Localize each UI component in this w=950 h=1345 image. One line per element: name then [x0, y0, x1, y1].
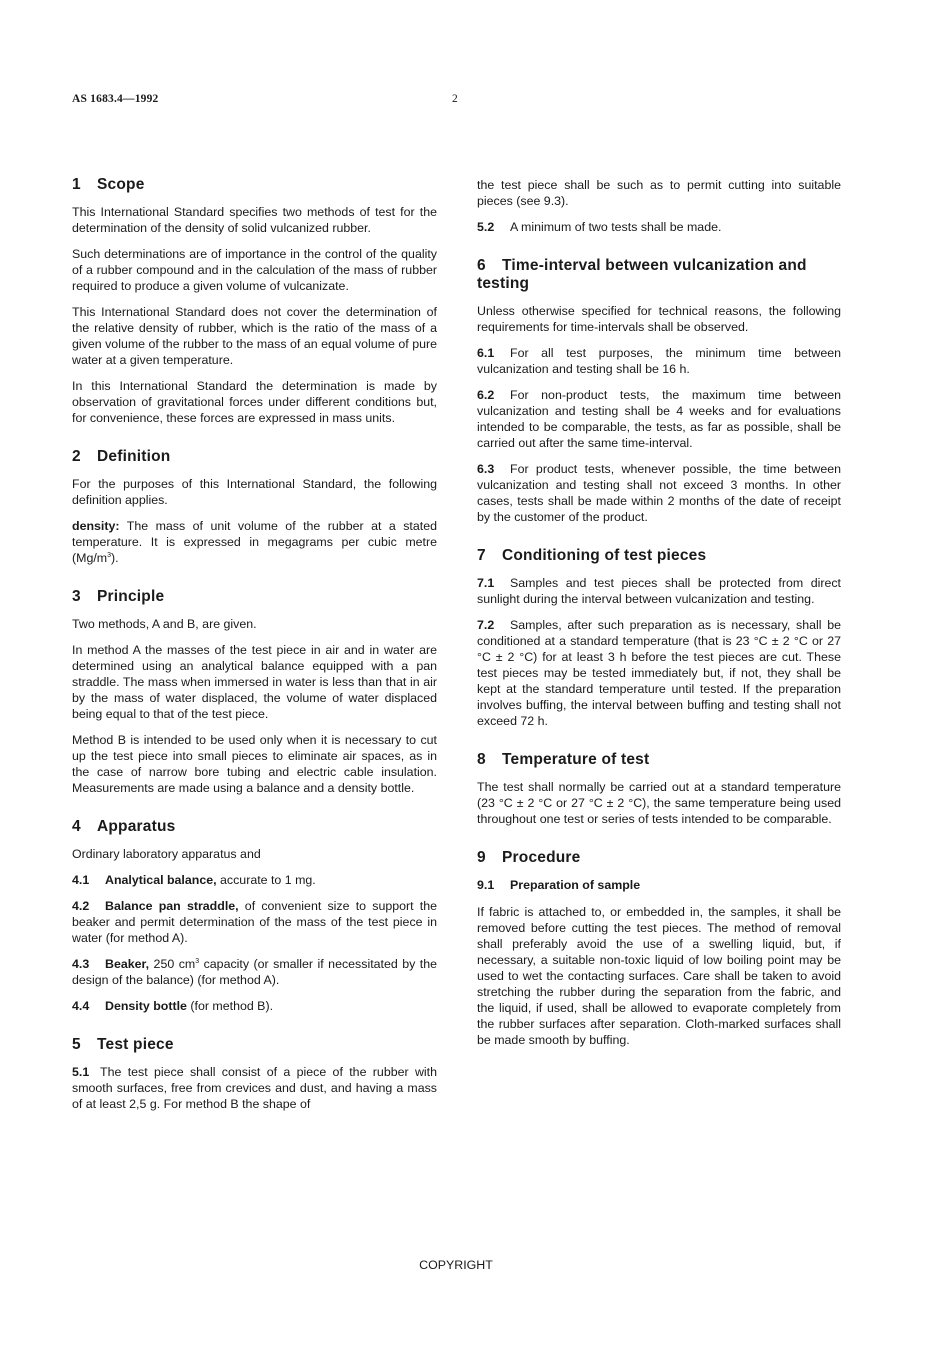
paragraph: Two methods, A and B, are given. — [72, 617, 257, 631]
clause-6-3: 6.3 For product tests, whenever possible, the time between vulcanization and testing shall not exceed 3 months. In other cases, tests shall be made within 2 months of the date of receipt by the customer of the product. — [477, 462, 841, 524]
section-heading-time-interval: 6 Time-interval between vulcanization and testing — [477, 257, 807, 292]
paragraph: Ordinary laboratory apparatus and — [72, 847, 261, 861]
section-heading-procedure: 9 Procedure — [477, 849, 581, 866]
paragraph: Method B is intended to be used only when it is necessary to cut up the test piece into small pieces to eliminate air spaces, as in the case of narrow bore tubing and electric cable insulation. Measurements are made using a balance and a density bottle. — [72, 733, 437, 795]
paragraph: This International Standard specifies two methods of test for the determination of the density of solid vulcanized rubber. — [72, 205, 437, 235]
paragraph: If fabric is attached to, or embedded in, the samples, it shall be removed before cutting the test pieces. The method of removal shall preferably avoid the use of a swelling liquid, but, if necessary, a suitable non-toxic liquid of low boiling point may be used to wet the contacting surfaces. Care shall be taken to avoid stretching the rubber during the separation from the fabric, and the liquid, if used, shall be allowed to evaporate completely from the rubber surfaces after separation. Cloth-marked surfaces shall be made smooth by buffing. — [477, 905, 841, 1047]
right-column — [477, 177, 841, 1058]
paragraph: the test piece shall be such as to permit cutting into suitable pieces (see 9.3). — [477, 178, 841, 208]
clause-4-2: 4.2 Balance pan straddle, of convenient size to support the beaker and permit determination of the mass of the test piece in water (for method A). — [72, 899, 437, 945]
section-heading-principle: 3 Principle — [72, 588, 165, 605]
left-column — [72, 176, 437, 1122]
clause-4-1: 4.1 Analytical balance, accurate to 1 mg. — [72, 873, 316, 887]
standard-designation: AS 1683.4—1992 — [72, 93, 159, 105]
paragraph: The test shall normally be carried out at a standard temperature (23 °C ± 2 °C or 27 °C ± 2 °C), the same temperature being used throughout one test or series of tests intended to be comparable. — [477, 780, 841, 826]
clause-5-1: 5.1 The test piece shall consist of a piece of the rubber with smooth surfaces, free from crevices and dust, and having a mass of at least 2,5 g. For method B the shape of — [72, 1065, 437, 1111]
clause-7-1: 7.1 Samples and test pieces shall be protected from direct sunlight during the interval between vulcanization and testing. — [477, 576, 841, 606]
clause-5-2: 5.2 A minimum of two tests shall be made. — [477, 220, 722, 234]
paragraph: Unless otherwise specified for technical reasons, the following requirements for time-intervals shall be observed. — [477, 304, 841, 334]
clause-6-2: 6.2 For non-product tests, the maximum time between vulcanization and testing shall be 4 weeks and for evaluations intended to be comparable, the tests, as far as possible, shall be carried out after the same time-interval. — [477, 388, 841, 450]
clause-7-2: 7.2 Samples, after such preparation as is necessary, shall be conditioned at a standard temperature (that is 23 °C ± 2 °C or 27 °C ± 2 °C) for at least 3 h before the test pieces are cut. These test pieces may be tested immediately but, if not, they shall be kept at the standard temperature until tested. If the preparation involves buffing, the interval between buffing and testing shall not exceed 72 h. — [477, 618, 841, 728]
subsection-heading-preparation: 9.1 Preparation of sample — [477, 878, 641, 892]
clause-4-4: 4.4 Density bottle (for method B). — [72, 999, 274, 1013]
paragraph: Such determinations are of importance in the control of the quality of a rubber compound and in the calculation of the mass of rubber required to produce a given volume of vulcanizate. — [72, 247, 437, 293]
clause-4-3: 4.3 Beaker, 250 $cm^3$ capacity (or smaller if necessitated by the design of the balance) (for method A). — [72, 957, 437, 987]
copyright-footer: COPYRIGHT — [419, 1258, 493, 1272]
section-heading-temperature: 8 Temperature of test — [477, 751, 650, 768]
clause-6-1: 6.1 For all test purposes, the minimum time between vulcanization and testing shall be 16 h. — [477, 346, 841, 376]
section-heading-conditioning: 7 Conditioning of test pieces — [477, 547, 707, 564]
paragraph: This International Standard does not cover the determination of the relative density of rubber, which is the ratio of the mass of a given volume of the rubber to the mass of an equal volume of pure water at a given temperature. — [72, 305, 437, 367]
section-heading-scope: 1 Scope — [72, 176, 145, 193]
section-heading-apparatus: 4 Apparatus — [72, 818, 176, 835]
definition-density: density: The mass of unit volume of the rubber at a stated temperature. It is expressed in megagrams per cubic metre $(Mg/m^3)$. — [72, 519, 437, 565]
section-heading-definition: 2 Definition — [72, 448, 171, 465]
page-number: 2 — [452, 93, 458, 105]
section-heading-test-piece: 5 Test piece — [72, 1036, 174, 1053]
paragraph: For the purposes of this International Standard, the following definition applies. — [72, 477, 437, 507]
paragraph: In this International Standard the determination is made by observation of gravitational forces under different conditions but, for convenience, these forces are expressed in mass units. — [72, 379, 437, 425]
paragraph: In method A the masses of the test piece in air and in water are determined using an analytical balance equipped with a pan straddle. The mass when immersed in water is less than that in air by the mass of water displaced, the volume of water displaced being equal to that of the test piece. — [72, 643, 437, 721]
